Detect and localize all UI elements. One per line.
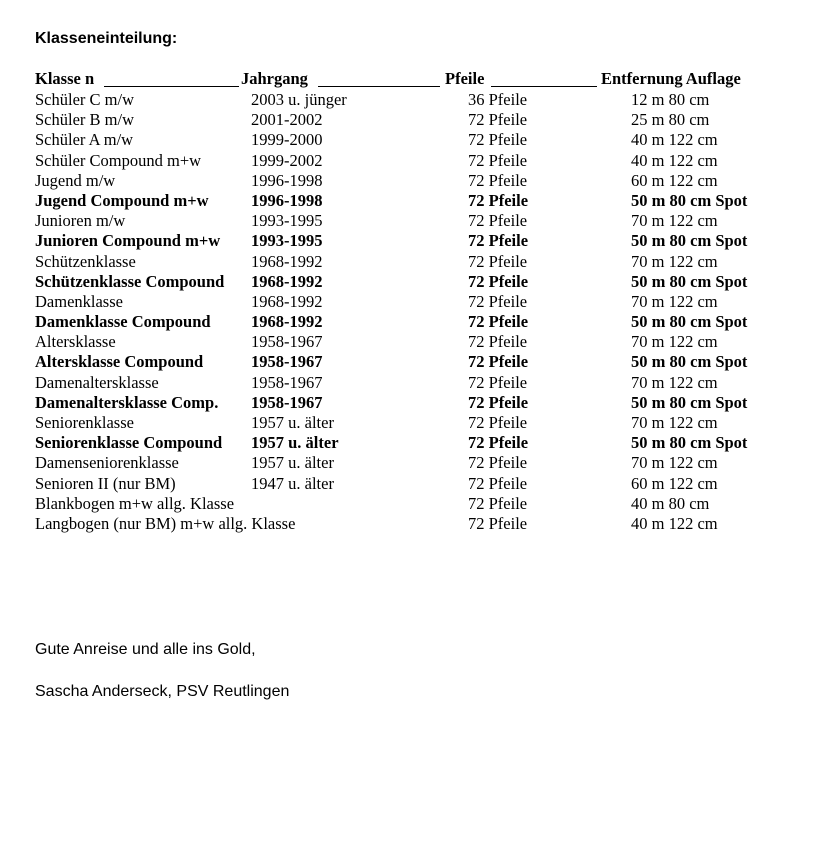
header-rule [318, 86, 440, 87]
header-jahrgang: Jahrgang [241, 69, 308, 88]
cell-entfernung: 50 m 80 cm Spot [631, 392, 748, 412]
cell-klasse: Langbogen (nur BM) m+w allg. Klasse [35, 513, 296, 533]
cell-klasse: Schüler A m/w [35, 130, 134, 150]
cell-pfeile: 72 Pfeile [468, 413, 528, 432]
table-row [35, 433, 795, 453]
cell-entfernung: 70 m 122 cm [631, 291, 718, 311]
table-row [35, 514, 795, 534]
cell-klasse: Jugend m/w [35, 170, 116, 190]
cell-jahrgang: 1968-1992 [251, 291, 323, 311]
header-klasse: Klasse n [35, 69, 95, 88]
cell-pfeile: 72 Pfeile [468, 190, 529, 210]
cell-jahrgang: 1999-2002 [251, 150, 323, 170]
cell-pfeile: 72 Pfeile [468, 312, 529, 332]
table-row [35, 110, 795, 130]
table-row [35, 413, 795, 433]
cell-klasse: Schüler B m/w [35, 110, 134, 130]
table-row [35, 231, 795, 251]
table-row [35, 292, 795, 312]
table-body [35, 90, 795, 534]
cell-jahrgang: 1957 u. älter [251, 433, 339, 453]
cell-entfernung: 60 m 122 cm [631, 170, 718, 190]
cell-entfernung: 25 m 80 cm [631, 110, 710, 130]
signature: Sascha Anderseck, PSV Reutlingen [35, 683, 290, 700]
cell-pfeile: 72 Pfeile [468, 433, 529, 453]
cell-pfeile: 72 Pfeile [468, 170, 528, 190]
table-row [35, 494, 795, 514]
cell-klasse: Damenklasse Compound [35, 312, 211, 332]
cell-klasse: Damenaltersklasse [35, 372, 159, 392]
cell-klasse: Senioren II (nur BM) [35, 473, 176, 493]
cell-jahrgang: 2001-2002 [251, 110, 323, 130]
cell-jahrgang: 1958-1967 [251, 372, 323, 392]
table-row [35, 332, 795, 352]
table-row [35, 171, 795, 191]
closing-greeting: Gute Anreise und alle ins Gold, [35, 641, 256, 658]
cell-pfeile: 72 Pfeile [468, 271, 529, 291]
class-table [35, 69, 795, 534]
cell-pfeile: 72 Pfeile [468, 392, 529, 412]
cell-jahrgang: 1958-1967 [251, 352, 323, 372]
table-row [35, 373, 795, 393]
cell-pfeile: 72 Pfeile [468, 251, 528, 271]
cell-entfernung: 70 m 122 cm [631, 372, 718, 392]
cell-klasse: Damenklasse [35, 291, 123, 311]
cell-jahrgang: 1996-1998 [251, 170, 323, 190]
table-row [35, 312, 795, 332]
cell-jahrgang: 2003 u. jünger [251, 90, 347, 109]
cell-pfeile: 72 Pfeile [468, 130, 528, 150]
cell-entfernung: 50 m 80 cm Spot [631, 433, 748, 453]
table-row [35, 130, 795, 150]
cell-jahrgang: 1968-1992 [251, 251, 323, 271]
cell-pfeile: 72 Pfeile [468, 453, 528, 473]
table-row [35, 252, 795, 272]
cell-klasse: Schüler C m/w [35, 90, 134, 109]
table-row [35, 393, 795, 413]
cell-pfeile: 72 Pfeile [468, 231, 529, 251]
table-header [35, 69, 795, 90]
cell-entfernung: 70 m 122 cm [631, 453, 718, 473]
cell-klasse: Seniorenklasse [35, 413, 134, 432]
cell-jahrgang: 1968-1992 [251, 312, 323, 332]
header-pfeile: Pfeile [445, 69, 485, 88]
cell-klasse: Junioren Compound m+w [35, 231, 221, 251]
cell-jahrgang: 1958-1967 [251, 332, 323, 352]
cell-klasse: Schützenklasse Compound [35, 271, 225, 291]
cell-klasse: Blankbogen m+w allg. Klasse [35, 493, 235, 513]
cell-entfernung: 40 m 122 cm [631, 513, 718, 533]
table-row [35, 211, 795, 231]
cell-klasse: Schüler Compound m+w [35, 150, 202, 170]
table-row [35, 453, 795, 473]
cell-pfeile: 72 Pfeile [468, 291, 528, 311]
cell-jahrgang: 1957 u. älter [251, 413, 334, 432]
cell-entfernung: 50 m 80 cm Spot [631, 231, 748, 251]
header-entfernung: Entfernung Auflage [601, 69, 741, 88]
cell-klasse: Altersklasse Compound [35, 352, 204, 372]
cell-jahrgang: 1993-1995 [251, 231, 323, 251]
cell-klasse: Schützenklasse [35, 251, 136, 271]
cell-entfernung: 70 m 122 cm [631, 413, 718, 432]
header-rule [491, 86, 597, 87]
cell-jahrgang: 1947 u. älter [251, 473, 334, 493]
cell-pfeile: 72 Pfeile [468, 473, 528, 493]
cell-klasse: Junioren m/w [35, 211, 126, 231]
cell-entfernung: 40 m 80 cm [631, 493, 710, 513]
cell-entfernung: 70 m 122 cm [631, 211, 718, 231]
cell-entfernung: 50 m 80 cm Spot [631, 312, 748, 332]
cell-pfeile: 72 Pfeile [468, 372, 528, 392]
cell-entfernung: 70 m 122 cm [631, 332, 718, 352]
cell-klasse: Damenaltersklasse Comp. [35, 392, 219, 412]
cell-jahrgang: 1999-2000 [251, 130, 323, 150]
cell-jahrgang: 1993-1995 [251, 211, 323, 231]
header-rule [104, 86, 239, 87]
table-row [35, 151, 795, 171]
cell-pfeile: 72 Pfeile [468, 513, 528, 533]
cell-entfernung: 50 m 80 cm Spot [631, 190, 748, 210]
cell-pfeile: 72 Pfeile [468, 332, 528, 352]
table-row [35, 352, 795, 372]
cell-klasse: Damenseniorenklasse [35, 453, 179, 473]
cell-pfeile: 72 Pfeile [468, 493, 528, 513]
table-row [35, 474, 795, 494]
cell-entfernung: 70 m 122 cm [631, 251, 718, 271]
cell-jahrgang: 1957 u. älter [251, 453, 334, 473]
page-title: Klasseneinteilung: [35, 30, 178, 47]
cell-entfernung: 12 m 80 cm [631, 90, 710, 109]
cell-jahrgang: 1958-1967 [251, 392, 323, 412]
cell-jahrgang: 1968-1992 [251, 271, 323, 291]
table-row [35, 272, 795, 292]
cell-entfernung: 40 m 122 cm [631, 150, 718, 170]
cell-entfernung: 40 m 122 cm [631, 130, 718, 150]
cell-pfeile: 72 Pfeile [468, 352, 529, 372]
cell-jahrgang: 1996-1998 [251, 190, 323, 210]
cell-pfeile: 72 Pfeile [468, 150, 528, 170]
cell-klasse: Seniorenklasse Compound [35, 433, 223, 453]
cell-pfeile: 72 Pfeile [468, 211, 528, 231]
table-row [35, 191, 795, 211]
table-row [35, 90, 795, 110]
cell-entfernung: 50 m 80 cm Spot [631, 271, 748, 291]
cell-entfernung: 60 m 122 cm [631, 473, 718, 493]
cell-entfernung: 50 m 80 cm Spot [631, 352, 748, 372]
cell-pfeile: 72 Pfeile [468, 110, 528, 130]
cell-pfeile: 36 Pfeile [468, 90, 528, 109]
cell-klasse: Altersklasse [35, 332, 116, 352]
cell-klasse: Jugend Compound m+w [35, 190, 209, 210]
